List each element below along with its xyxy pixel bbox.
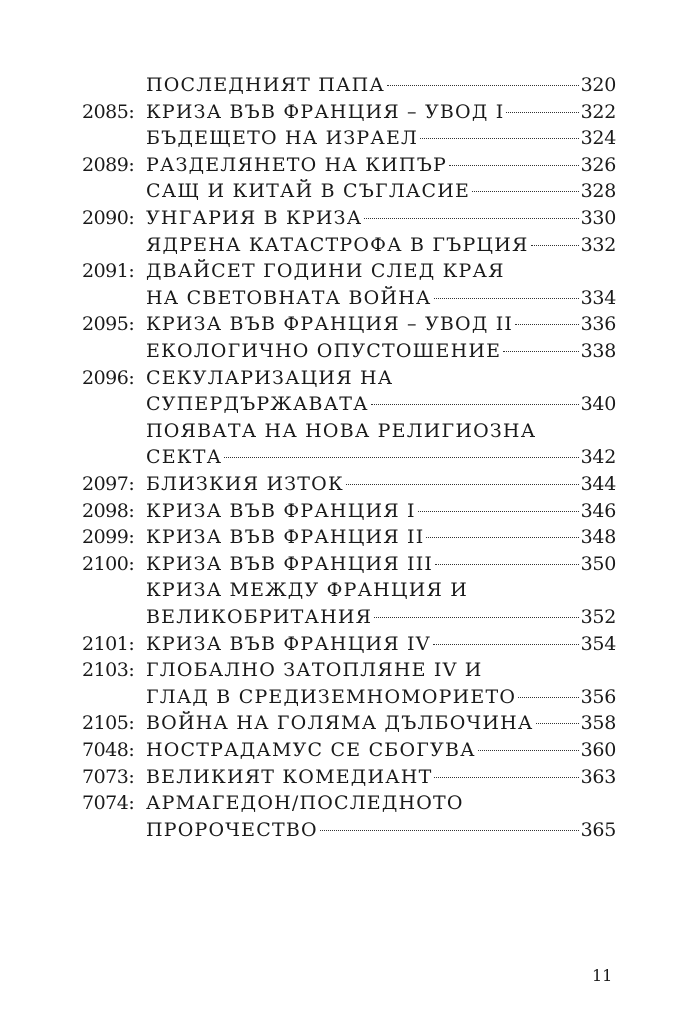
- toc-entry-body: [146, 790, 616, 816]
- toc-entry-title: ГЛОБАЛНО ЗАТОПЛЯНЕ IV И: [146, 659, 483, 682]
- toc-entry: [82, 285, 616, 311]
- toc-entry-year: 2098:: [82, 499, 135, 522]
- toc-entry-page: 346: [580, 499, 616, 522]
- toc-entry: [82, 444, 616, 470]
- toc-entry: [82, 551, 616, 577]
- toc-entry-year: 2101:: [82, 632, 135, 655]
- toc-entry-year: 2103:: [82, 659, 135, 682]
- toc-entry: [82, 817, 616, 843]
- toc-dot-leader: [371, 404, 579, 405]
- toc-dot-leader: [364, 218, 578, 219]
- toc-entry-page: 338: [580, 340, 616, 362]
- toc-entry-title: ВОЙНА НА ГОЛЯМА ДЪЛБОЧИНА: [146, 712, 534, 735]
- toc-dot-leader: [426, 537, 578, 538]
- toc-entry-body: [146, 498, 616, 524]
- toc-entry-title: САЩ И КИТАЙ В СЪГЛАСИЕ: [146, 180, 471, 203]
- toc-entry-year: 2099:: [82, 526, 135, 549]
- toc-entry: [82, 737, 616, 763]
- toc-entry-title: ЯДРЕНА КАТАСТРОФА В ГЪРЦИЯ: [146, 233, 529, 256]
- toc-entry: [82, 232, 616, 258]
- toc-dot-leader: [434, 298, 579, 299]
- toc-entry: [82, 418, 616, 444]
- toc-entry-title: КРИЗА ВЪВ ФРАНЦИЯ – УВОД II: [146, 313, 514, 336]
- toc-entry: [82, 604, 616, 630]
- toc-dot-leader: [503, 351, 578, 352]
- toc-dot-leader: [387, 85, 579, 86]
- toc-entry-page: 354: [580, 632, 616, 655]
- toc-entry-page: 350: [580, 552, 616, 575]
- toc-entry-year: 7048:: [82, 739, 135, 761]
- toc-entry-year: 2095:: [82, 313, 135, 336]
- toc-entry-page: 356: [580, 685, 616, 708]
- toc-entry-body: [146, 817, 616, 843]
- toc-dot-leader: [374, 617, 578, 618]
- toc-entry: [82, 365, 616, 391]
- toc-entry-body: [146, 684, 616, 710]
- toc-entry-page: 330: [580, 207, 616, 229]
- toc-entry-body: [146, 311, 616, 337]
- toc-entry-body: [146, 178, 616, 204]
- toc-entry-page: 334: [580, 286, 616, 309]
- toc-entry-page: 324: [580, 127, 616, 150]
- toc-entry-title: КРИЗА МЕЖДУ ФРАНЦИЯ И: [146, 579, 469, 602]
- toc-entry-year: 2085:: [82, 100, 135, 123]
- toc-dot-leader: [434, 777, 578, 778]
- toc-dot-leader: [418, 511, 579, 512]
- toc-dot-leader: [472, 191, 579, 192]
- toc-entry: [82, 178, 616, 204]
- toc-entry: [82, 524, 616, 550]
- toc-entry-body: [146, 365, 616, 391]
- toc-entry-title: БЛИЗКИЯ ИЗТОК: [146, 473, 344, 495]
- toc-dot-leader: [531, 245, 579, 246]
- toc-entry: [82, 631, 616, 657]
- toc-entry-title: ВЕЛИКОБРИТАНИЯ: [146, 606, 373, 628]
- toc-entry-title: СЕКУЛАРИЗАЦИЯ НА: [146, 366, 394, 389]
- toc-entry-body: [146, 152, 616, 178]
- toc-entry-title: ПОСЛЕДНИЯТ ПАПА: [146, 74, 385, 96]
- toc-entry-title: ПОЯВАТА НА НОВА РЕЛИГИОЗНА: [146, 419, 537, 442]
- toc-entry-page: 344: [580, 473, 616, 495]
- toc-entry-title: НОСТРАДАМУС СЕ СБОГУВА: [146, 739, 476, 761]
- toc-entry-body: [146, 418, 616, 444]
- toc-entry: [82, 125, 616, 151]
- toc-entry-body: [146, 72, 616, 98]
- toc-entry-title: БЪДЕЩЕТО НА ИЗРАЕЛ: [146, 127, 419, 150]
- toc-entry-page: 340: [580, 393, 616, 416]
- toc-entry-body: [146, 631, 616, 657]
- toc-entry-page: 358: [580, 712, 616, 735]
- toc-entry-title: ПРОРОЧЕСТВО: [146, 818, 318, 841]
- toc-entry: [82, 471, 616, 497]
- toc-entry-page: 342: [580, 446, 616, 469]
- toc-entry-page: 365: [580, 818, 616, 841]
- toc-entry-page: 336: [580, 313, 616, 336]
- toc-entry-title: АРМАГЕДОН/ПОСЛЕДНОТО: [146, 792, 464, 815]
- toc-entry-year: 7074:: [82, 792, 135, 815]
- toc-entry-year: 2090:: [82, 207, 135, 229]
- toc-entry-title: СУПЕРДЪРЖАВАТА: [146, 393, 369, 416]
- toc-entry-title: ЕКОЛОГИЧНО ОПУСТОШЕНИЕ: [146, 340, 502, 362]
- toc-dot-leader: [346, 484, 579, 485]
- toc-entry-year: 7073:: [82, 765, 135, 788]
- toc-entry: [82, 657, 616, 683]
- toc-entry: [82, 577, 616, 603]
- toc-entry-page: 352: [580, 606, 616, 628]
- toc-entry-title: КРИЗА ВЪВ ФРАНЦИЯ II: [146, 526, 425, 549]
- toc-entry-title: КРИЗА ВЪВ ФРАНЦИЯ III: [146, 552, 434, 575]
- toc-entry-title: ГЛАД В СРЕДИЗЕМНОМОРИЕТО: [146, 685, 517, 708]
- toc-entry-year: 2089:: [82, 153, 135, 176]
- toc-entry: [82, 391, 616, 417]
- toc-entry-body: [146, 205, 616, 231]
- toc-dot-leader: [320, 830, 579, 831]
- toc-dot-leader: [224, 457, 578, 458]
- toc-entry-title: ДВАЙСЕТ ГОДИНИ СЛЕД КРАЯ: [146, 260, 505, 283]
- toc-entry-title: НА СВЕТОВНАТА ВОЙНА: [146, 286, 432, 309]
- toc-dot-leader: [515, 324, 578, 325]
- toc-entry-title: УНГАРИЯ В КРИЗА: [146, 207, 363, 229]
- toc-entry-page: 328: [580, 180, 616, 203]
- toc-entry: [82, 311, 616, 337]
- toc-dot-leader: [518, 697, 578, 698]
- toc-entry: [82, 338, 616, 364]
- toc-entry-body: [146, 232, 616, 258]
- toc-entry-body: [146, 391, 616, 417]
- toc-entry: [82, 790, 616, 816]
- toc-entry-body: [146, 258, 616, 284]
- toc-dot-leader: [433, 644, 579, 645]
- toc-dot-leader: [420, 138, 579, 139]
- toc-entry-year: 2100:: [82, 552, 135, 575]
- toc-dot-leader: [449, 165, 579, 166]
- toc-entry-body: [146, 657, 616, 683]
- toc-entry-year: 2105:: [82, 712, 135, 735]
- toc-entry-year: 2097:: [82, 473, 135, 495]
- toc-entry-body: [146, 125, 616, 151]
- toc-entry-body: [146, 737, 616, 763]
- toc-entry-title: РАЗДЕЛЯНЕТО НА КИПЪР: [146, 153, 447, 176]
- toc-entry-page: 360: [580, 739, 616, 761]
- toc-entry-body: [146, 577, 616, 603]
- toc-entry: [82, 684, 616, 710]
- toc-entry-title: КРИЗА ВЪВ ФРАНЦИЯ IV: [146, 632, 431, 655]
- toc-entry-body: [146, 99, 616, 125]
- toc-entry-page: 363: [580, 765, 616, 788]
- toc-entry: [82, 498, 616, 524]
- toc-entry-body: [146, 444, 616, 470]
- toc-entry-title: КРИЗА ВЪВ ФРАНЦИЯ I: [146, 499, 416, 522]
- toc-entry: [82, 258, 616, 284]
- toc-entry: [82, 764, 616, 790]
- toc-entry: [82, 710, 616, 736]
- toc-entry-body: [146, 710, 616, 736]
- toc-entry-body: [146, 524, 616, 550]
- toc-dot-leader: [536, 723, 579, 724]
- toc-entry-body: [146, 551, 616, 577]
- toc-entry-body: [146, 285, 616, 311]
- toc-dot-leader: [506, 112, 578, 113]
- toc-entry: [82, 99, 616, 125]
- toc-entry-year: 2091:: [82, 260, 135, 283]
- toc-entry: [82, 72, 616, 98]
- toc-dot-leader: [435, 564, 578, 565]
- toc-entry: [82, 205, 616, 231]
- toc-entry-body: [146, 471, 616, 497]
- toc-entry-body: [146, 604, 616, 630]
- toc-entry-year: 2096:: [82, 366, 135, 389]
- toc-entry-body: [146, 764, 616, 790]
- toc-entry-title: ВЕЛИКИЯТ КОМЕДИАНТ: [146, 765, 433, 788]
- toc-entry: [82, 152, 616, 178]
- toc-entry-page: 322: [580, 100, 616, 123]
- toc-dot-leader: [478, 750, 579, 751]
- toc-entry-page: 348: [580, 526, 616, 549]
- toc-entry-title: СЕКТА: [146, 446, 223, 469]
- toc-entry-page: 326: [580, 153, 616, 176]
- toc-entry-body: [146, 338, 616, 364]
- page-number: 11: [592, 966, 613, 985]
- toc-entry-title: КРИЗА ВЪВ ФРАНЦИЯ – УВОД I: [146, 100, 505, 123]
- toc-entry-page: 320: [580, 74, 616, 96]
- toc-entry-page: 332: [580, 233, 616, 256]
